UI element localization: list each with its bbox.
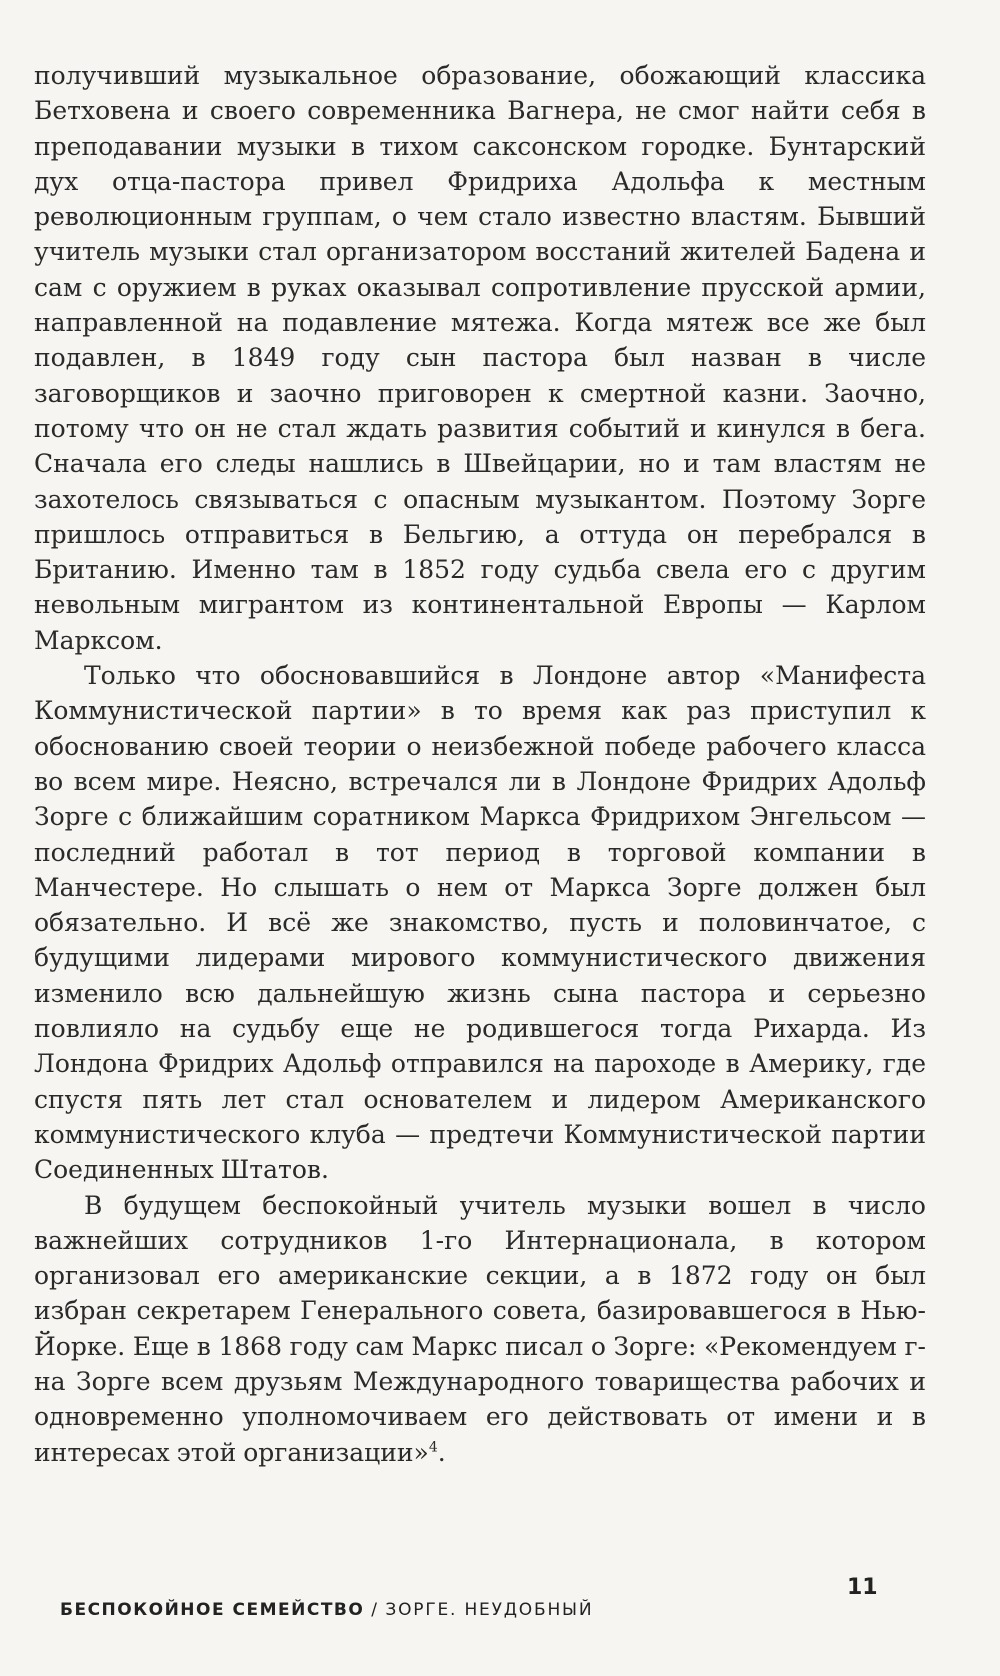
body-text bbox=[34, 58, 926, 1470]
paragraph-3-end: . bbox=[437, 1437, 446, 1467]
paragraph-3-text: В будущем беспокойный учитель музыки вошел в число важнейших сотрудников 1-го Интернационала, в котором организовал его американские секции, а в 1872 году он был избран секретарем Генерального совета, базировавшегося в Нью-Йорке. Еще в 1868 году сам Маркс писал о Зорге: «Рекомендуем г-на Зорге всем друзьям Международного товарищества рабочих и одновременно уполномочиваем его действовать от имени и в интересах этой организации» bbox=[34, 1190, 926, 1467]
footnote-marker: 4 bbox=[428, 1439, 438, 1456]
footer-chapter-title: ЗОРГЕ. НЕУДОБНЫЙ bbox=[385, 1600, 594, 1620]
paragraph-3 bbox=[34, 1188, 926, 1470]
running-footer bbox=[60, 1600, 593, 1620]
paragraph-1: получивший музыкальное образование, обожающий классика Бетховена и своего современника Вагнера, не смог найти себя в преподавании музыки в тихом саксонском городке. Бунтарский дух отца-пастора привел Фридриха Адольфа к местным революционным группам, о чем стало известно властям. Бывший учитель музыки стал организатором восстаний жителей Бадена и сам с оружием в руках оказывал сопротивление прусской армии, направленной на подавление мятежа. Когда мятеж все же был подавлен, в 1849 году сын пастора был назван в числе заговорщиков и заочно приговорен к смертной казни. Заочно, потому что он не стал ждать развития событий и кинулся в бега. Сначала его следы нашлись в Швейцарии, но и там властям не захотелось связываться с опасным музыкантом. Поэтому Зорге пришлось отправиться в Бельгию, а оттуда он перебрался в Британию. Именно там в 1852 году судьба свела его с другим невольным мигрантом из континентальной Европы — Карлом Марксом. bbox=[34, 61, 926, 655]
page-number: 11 bbox=[847, 1575, 878, 1600]
footer-book-title: БЕСПОКОЙНОЕ СЕМЕЙСТВО bbox=[60, 1600, 365, 1620]
footer-separator: / bbox=[364, 1600, 386, 1620]
paragraph-2: Только что обосновавшийся в Лондоне автор «Манифеста Коммунистической партии» в то время как раз приступил к обоснованию своей теории о неизбежной победе рабочего класса во всем мире. Неясно, встречался ли в Лондоне Фридрих Адольф Зорге с ближайшим соратником Маркса Фридрихом Энгельсом — последний работал в тот период в торговой компании в Манчестере. Но слышать о нем от Маркса Зорге должен был обязательно. И всё же знакомство, пусть и половинчатое, с будущими лидерами мирового коммунистического движения изменило всю дальнейшую жизнь сына пастора и серьезно повлияло на судьбу еще не родившегося тогда Рихарда. Из Лондона Фридрих Адольф отправился на пароходе в Америку, где спустя пять лет стал основателем и лидером Американского коммунистического клуба — предтечи Коммунистической партии Соединенных Штатов. bbox=[34, 661, 926, 1185]
